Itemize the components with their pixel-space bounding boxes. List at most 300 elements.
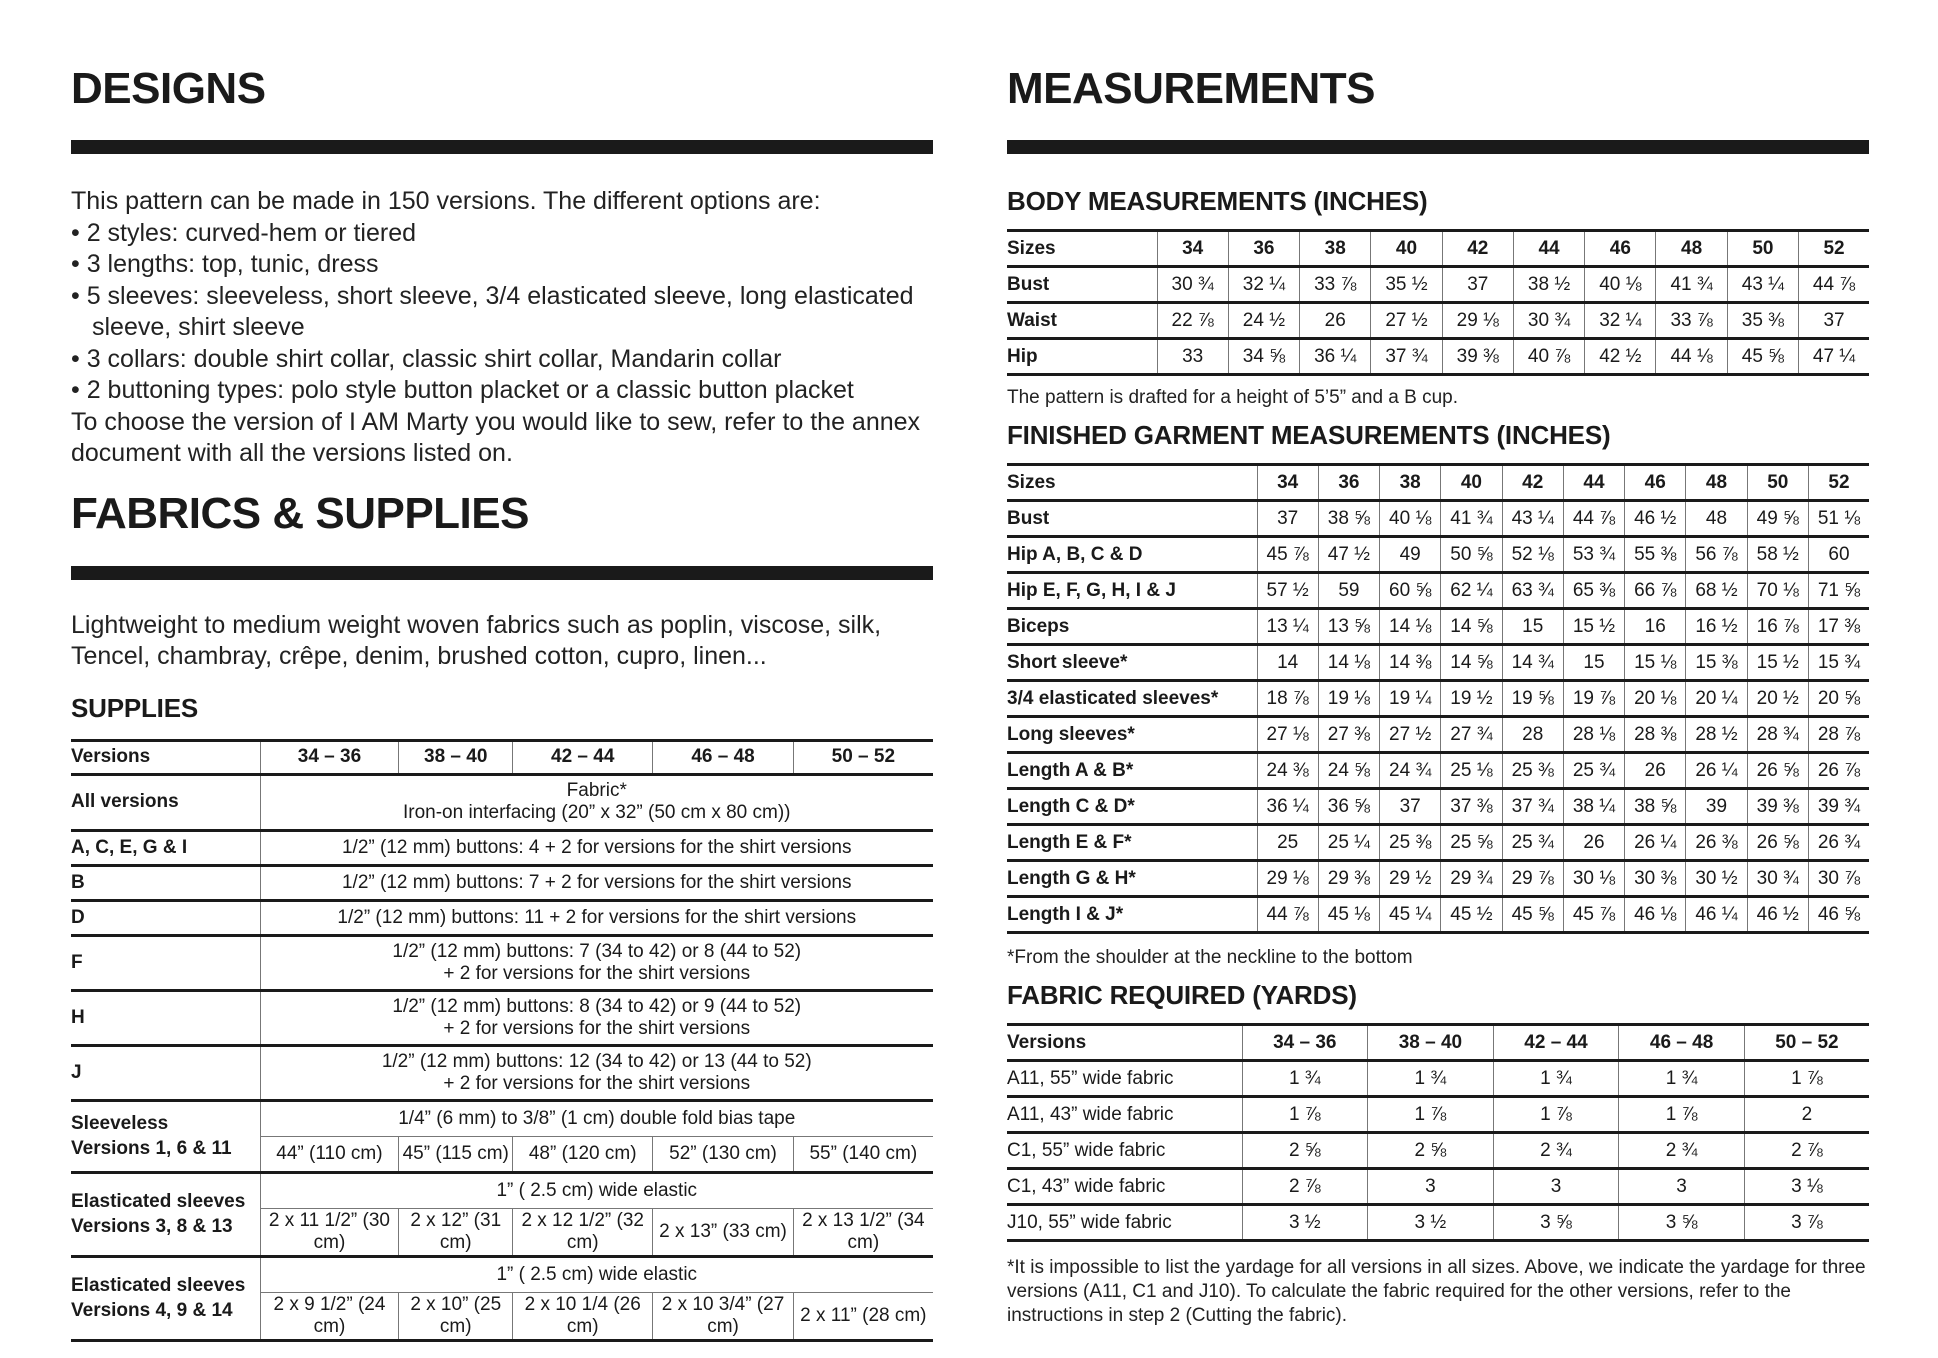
table-cell: 15 ⅜ <box>1686 645 1747 681</box>
table-cell: 39 ⅜ <box>1747 789 1808 825</box>
table-cell: 44 ⅛ <box>1656 339 1727 375</box>
table-cell: 37 ¾ <box>1502 789 1563 825</box>
table-header-cell: 46 – 48 <box>1619 1025 1745 1061</box>
designs-bullet: • 2 styles: curved-hem or tiered <box>71 218 416 247</box>
table-cell: 18 ⅞ <box>1257 681 1318 717</box>
table-cell: 44 ⅞ <box>1563 501 1624 537</box>
table-cell: 13 ⅝ <box>1318 609 1379 645</box>
table-cell: 38 ½ <box>1513 267 1584 303</box>
supplies-span-value: 1/4” (6 mm) to 3/8” (1 cm) double fold bias tape <box>260 1100 933 1136</box>
table-header-cell: 38 <box>1380 465 1441 501</box>
table-cell: 3 <box>1619 1169 1745 1205</box>
table-cell: 25 ⅛ <box>1441 753 1502 789</box>
table-cell: 25 ⅝ <box>1441 825 1502 861</box>
supplies-span-value: 1” ( 2.5 cm) wide elastic <box>260 1256 933 1292</box>
table-row <box>1007 1205 1869 1241</box>
table-cell: 16 ½ <box>1686 609 1747 645</box>
table-cell: 36 ¼ <box>1257 789 1318 825</box>
table-cell: 3 ½ <box>1368 1205 1494 1241</box>
table-cell: 17 ⅜ <box>1808 609 1869 645</box>
supplies-line: + 2 for versions for the shirt versions <box>443 962 751 984</box>
supplies-size-cell: 2 x 11” (28 cm) <box>793 1292 933 1340</box>
supplies-line: Iron-on interfacing (20” x 32” (50 cm x 80 cm)) <box>402 802 791 823</box>
supplies-row <box>71 774 933 830</box>
table-cell: 22 ⅞ <box>1157 303 1228 339</box>
table-cell: 38 ⅝ <box>1625 789 1686 825</box>
supplies-size-cell: 44” (110 cm) <box>260 1136 399 1172</box>
finished-measurements-title: FINISHED GARMENT MEASUREMENTS (INCHES) <box>1007 420 1611 450</box>
designs-intro: This pattern can be made in 150 versions. The different options are: <box>71 187 821 215</box>
supplies-size-cell: 2 x 10” (25 cm) <box>399 1292 513 1340</box>
supplies-size-cell: 2 x 9 1/2” (24 cm) <box>260 1292 399 1340</box>
table-header-cell: Versions <box>1007 1031 1087 1053</box>
table-cell: 45 ⅝ <box>1502 897 1563 933</box>
table-cell: 14 ⅛ <box>1380 609 1441 645</box>
table-cell: 1 ¾ <box>1619 1061 1745 1097</box>
table-cell: 39 ⅜ <box>1442 339 1513 375</box>
table-cell: 39 ¾ <box>1808 789 1869 825</box>
table-cell: 38 ⅝ <box>1318 501 1379 537</box>
table-cell: 15 <box>1563 645 1624 681</box>
table-cell: 2 <box>1744 1097 1869 1133</box>
measurements-divider <box>1007 140 1869 154</box>
supplies-table <box>71 739 933 1342</box>
designs-outro: To choose the version of I AM Marty you would like to sew, refer to the annex document with all the versions listed on. <box>71 407 921 467</box>
supplies-row-label <box>71 1100 260 1172</box>
table-header-cell: 50 <box>1727 231 1798 267</box>
table-cell: 26 ¼ <box>1686 753 1747 789</box>
table-cell: 37 <box>1442 267 1513 303</box>
table-cell: 3 <box>1493 1169 1619 1205</box>
table-cell: 34 ⅝ <box>1228 339 1299 375</box>
table-cell: 51 ⅛ <box>1808 501 1869 537</box>
row-label: Bust <box>1007 507 1050 529</box>
table-cell: 3 <box>1368 1169 1494 1205</box>
supplies-row <box>71 830 933 865</box>
row-label: Length E & F* <box>1007 831 1132 853</box>
supplies-row <box>71 1045 933 1100</box>
table-cell: 56 ⅞ <box>1686 537 1747 573</box>
supplies-size-cell: 55” (140 cm) <box>793 1136 933 1172</box>
left-column <box>71 0 933 1342</box>
table-row <box>1007 1169 1869 1205</box>
row-label: Length I & J* <box>1007 903 1124 925</box>
table-cell: 58 ½ <box>1747 537 1808 573</box>
table-cell: 27 ⅛ <box>1257 717 1318 753</box>
row-label: Biceps <box>1007 615 1070 637</box>
supplies-size-cell: 2 x 12” (31 cm) <box>399 1208 513 1256</box>
table-header-cell: 46 <box>1625 465 1686 501</box>
supplies-row <box>71 935 933 990</box>
table-header-cell: 36 <box>1228 231 1299 267</box>
table-cell: 71 ⅝ <box>1808 573 1869 609</box>
table-cell: 28 ¾ <box>1747 717 1808 753</box>
table-cell: 30 ¾ <box>1157 267 1228 303</box>
table-cell: 28 ⅞ <box>1808 717 1869 753</box>
supplies-label-line: Versions 1, 6 & 11 <box>71 1138 232 1159</box>
row-label: Bust <box>1007 273 1050 295</box>
table-header-cell: 42 – 44 <box>1493 1025 1619 1061</box>
table-cell: 1 ⅞ <box>1242 1097 1368 1133</box>
table-cell: 36 ¼ <box>1300 339 1371 375</box>
table-cell: 30 ¾ <box>1513 303 1584 339</box>
table-cell: 38 ¼ <box>1563 789 1624 825</box>
table-cell: 1 ¾ <box>1493 1061 1619 1097</box>
table-cell: 48 <box>1686 501 1747 537</box>
table-header-cell: 46 <box>1585 231 1656 267</box>
table-header-cell: 34 <box>1157 231 1228 267</box>
supplies-row-value <box>260 1045 933 1100</box>
table-cell: 29 ¾ <box>1441 861 1502 897</box>
supplies-row-value <box>260 774 933 830</box>
row-label: C1, 55” wide fabric <box>1007 1139 1166 1161</box>
finished-measurements-table <box>1007 463 1869 934</box>
table-cell: 68 ½ <box>1686 573 1747 609</box>
fabrics-text: Lightweight to medium weight woven fabrics such as poplin, viscose, silk, Tencel, chambray, crêpe, denim, brushed cotton, cupro, linen... <box>71 610 882 670</box>
table-cell: 60 <box>1808 537 1869 573</box>
supplies-row-label: B <box>71 871 85 893</box>
supplies-line: + 2 for versions for the shirt versions <box>443 1017 751 1039</box>
fabrics-title: FABRICS & SUPPLIES <box>71 488 529 538</box>
table-cell: 40 ⅛ <box>1380 501 1441 537</box>
table-row <box>1007 681 1869 717</box>
row-label: Long sleeves* <box>1007 723 1135 745</box>
table-row <box>1007 267 1869 303</box>
table-cell: 19 ⅝ <box>1502 681 1563 717</box>
supplies-size-cell: 2 x 11 1/2” (30 cm) <box>260 1208 399 1256</box>
table-cell: 3 ⅝ <box>1619 1205 1745 1241</box>
table-cell: 28 ½ <box>1686 717 1747 753</box>
table-cell: 27 ⅜ <box>1318 717 1379 753</box>
table-cell: 66 ⅞ <box>1625 573 1686 609</box>
row-label: Waist <box>1007 309 1057 331</box>
supplies-size-cell: 2 x 12 1/2” (32 cm) <box>513 1208 653 1256</box>
table-cell: 30 ½ <box>1686 861 1747 897</box>
table-cell: 25 ⅜ <box>1380 825 1441 861</box>
supplies-size-cell: 2 x 13 1/2” (34 cm) <box>793 1208 933 1256</box>
supplies-split-row <box>71 1100 933 1136</box>
table-cell: 24 ½ <box>1228 303 1299 339</box>
table-row <box>1007 1097 1869 1133</box>
supplies-line: 1/2” (12 mm) buttons: 12 (34 to 42) or 13 (44 to 52) <box>381 1050 812 1072</box>
table-cell: 47 ½ <box>1318 537 1379 573</box>
table-cell: 39 <box>1686 789 1747 825</box>
table-cell: 29 ⅜ <box>1318 861 1379 897</box>
table-row <box>1007 609 1869 645</box>
table-cell: 46 ¼ <box>1686 897 1747 933</box>
table-cell: 19 ¼ <box>1380 681 1441 717</box>
table-cell: 20 ¼ <box>1686 681 1747 717</box>
supplies-label-line: Elasticated sleeves <box>71 1275 246 1296</box>
supplies-size-cell: 2 x 10 3/4” (27 cm) <box>653 1292 793 1340</box>
table-cell: 14 ⅛ <box>1318 645 1379 681</box>
finished-measurements-note: *From the shoulder at the neckline to the bottom <box>1007 947 1413 968</box>
table-cell: 2 ⅝ <box>1368 1133 1494 1169</box>
supplies-header-cell: 50 – 52 <box>793 740 933 774</box>
table-cell: 35 ½ <box>1371 267 1442 303</box>
supplies-split-row <box>71 1172 933 1208</box>
supplies-header-row <box>71 740 933 774</box>
table-cell: 43 ¼ <box>1727 267 1798 303</box>
table-cell: 26 ¾ <box>1808 825 1869 861</box>
table-cell: 20 ½ <box>1747 681 1808 717</box>
row-label: Hip E, F, G, H, I & J <box>1007 579 1176 601</box>
table-header-cell: Sizes <box>1007 471 1056 493</box>
supplies-label-line: Sleeveless <box>71 1113 169 1134</box>
table-cell: 26 <box>1300 303 1371 339</box>
table-cell: 14 ¾ <box>1502 645 1563 681</box>
table-cell: 49 <box>1380 537 1441 573</box>
supplies-span-value: 1” ( 2.5 cm) wide elastic <box>260 1172 933 1208</box>
table-cell: 35 ⅜ <box>1727 303 1798 339</box>
table-cell: 25 ¾ <box>1563 753 1624 789</box>
row-label: Hip <box>1007 345 1038 367</box>
table-header-cell: 44 <box>1563 465 1624 501</box>
supplies-label-line: Versions 4, 9 & 14 <box>71 1300 233 1321</box>
supplies-split-row <box>71 1256 933 1292</box>
supplies-size-cell: 45” (115 cm) <box>399 1136 513 1172</box>
table-cell: 29 ⅞ <box>1502 861 1563 897</box>
table-row <box>1007 861 1869 897</box>
table-cell: 30 ⅜ <box>1625 861 1686 897</box>
table-cell: 19 ½ <box>1441 681 1502 717</box>
table-cell: 19 ⅛ <box>1318 681 1379 717</box>
table-cell: 3 ⅝ <box>1493 1205 1619 1241</box>
table-cell: 26 <box>1563 825 1624 861</box>
table-cell: 1 ⅞ <box>1744 1061 1869 1097</box>
table-cell: 57 ½ <box>1257 573 1318 609</box>
designs-bullet: • 2 buttoning types: polo style button placket or a classic button placket <box>71 376 854 404</box>
table-header-cell: 48 <box>1686 465 1747 501</box>
supplies-size-cell: 2 x 13” (33 cm) <box>653 1208 793 1256</box>
supplies-row-label: J <box>71 1061 82 1083</box>
fabrics-divider <box>71 566 933 580</box>
table-cell: 37 <box>1257 501 1318 537</box>
table-cell: 16 <box>1625 609 1686 645</box>
table-cell: 46 ½ <box>1747 897 1808 933</box>
supplies-label-line: Elasticated sleeves <box>71 1191 246 1212</box>
table-cell: 45 ⅞ <box>1563 897 1624 933</box>
table-cell: 20 ⅝ <box>1808 681 1869 717</box>
table-cell: 2 ¾ <box>1493 1133 1619 1169</box>
supplies-row-label: All versions <box>71 791 179 812</box>
table-header-cell: 42 <box>1442 231 1513 267</box>
supplies-row-label: H <box>71 1006 85 1028</box>
table-cell: 41 ¾ <box>1656 267 1727 303</box>
table-header-cell: 38 <box>1300 231 1371 267</box>
row-label: 3/4 elasticated sleeves* <box>1007 687 1219 709</box>
table-row <box>1007 717 1869 753</box>
table-row <box>1007 537 1869 573</box>
table-row <box>1007 573 1869 609</box>
table-cell: 55 ⅜ <box>1625 537 1686 573</box>
table-row <box>1007 645 1869 681</box>
table-cell: 40 ⅞ <box>1513 339 1584 375</box>
table-cell: 26 ⅝ <box>1747 825 1808 861</box>
table-cell: 14 ⅝ <box>1441 609 1502 645</box>
table-cell: 15 ⅛ <box>1625 645 1686 681</box>
supplies-header-cell: Versions <box>71 746 151 767</box>
table-header-cell: 48 <box>1656 231 1727 267</box>
supplies-row-value <box>260 935 933 990</box>
supplies-header-cell: 34 – 36 <box>260 740 399 774</box>
table-cell: 30 ⅛ <box>1563 861 1624 897</box>
designs-title: DESIGNS <box>71 64 266 113</box>
table-cell: 3 ⅛ <box>1744 1169 1869 1205</box>
table-cell: 15 <box>1502 609 1563 645</box>
supplies-row <box>71 990 933 1045</box>
supplies-size-cell: 52” (130 cm) <box>653 1136 793 1172</box>
table-cell: 24 ¾ <box>1380 753 1441 789</box>
table-header-cell: 42 <box>1502 465 1563 501</box>
table-cell: 43 ¼ <box>1502 501 1563 537</box>
table-cell: 2 ¾ <box>1619 1133 1745 1169</box>
table-cell: 59 <box>1318 573 1379 609</box>
table-cell: 30 ⅞ <box>1808 861 1869 897</box>
supplies-row-label <box>71 1172 260 1256</box>
table-header-cell: 36 <box>1318 465 1379 501</box>
table-header-row <box>1007 1025 1869 1061</box>
table-header-cell: 34 – 36 <box>1242 1025 1368 1061</box>
fabric-required-table <box>1007 1023 1869 1242</box>
body-measurements-table <box>1007 229 1869 376</box>
table-header-row <box>1007 231 1869 267</box>
table-cell: 2 ⅞ <box>1744 1133 1869 1169</box>
row-label: Short sleeve* <box>1007 651 1128 673</box>
table-cell: 14 ⅜ <box>1380 645 1441 681</box>
designs-bullet: • 5 sleeves: sleeveless, short sleeve, 3/4 elasticated sleeve, long elasticated sleeve, shirt sleeve <box>71 281 914 341</box>
body-measurements-title: BODY MEASUREMENTS (INCHES) <box>1007 186 1428 216</box>
supplies-header-cell: 42 – 44 <box>513 740 653 774</box>
table-cell: 1 ⅞ <box>1368 1097 1494 1133</box>
right-column <box>1007 0 1869 1328</box>
table-cell: 15 ½ <box>1747 645 1808 681</box>
table-cell: 25 <box>1257 825 1318 861</box>
table-row <box>1007 501 1869 537</box>
supplies-line: + 2 for versions for the shirt versions <box>443 1072 751 1094</box>
table-cell: 41 ¾ <box>1441 501 1502 537</box>
row-label: A11, 55” wide fabric <box>1007 1067 1174 1089</box>
table-cell: 37 <box>1799 303 1869 339</box>
table-cell: 33 <box>1157 339 1228 375</box>
table-cell: 26 ⅜ <box>1686 825 1747 861</box>
table-cell: 33 ⅞ <box>1300 267 1371 303</box>
table-cell: 63 ¾ <box>1502 573 1563 609</box>
table-header-cell: 44 <box>1513 231 1584 267</box>
table-cell: 45 ½ <box>1441 897 1502 933</box>
row-label: Length C & D* <box>1007 795 1135 817</box>
designs-divider <box>71 140 933 154</box>
table-cell: 28 ⅛ <box>1563 717 1624 753</box>
table-header-cell: 52 <box>1799 231 1869 267</box>
table-cell: 36 ⅝ <box>1318 789 1379 825</box>
table-cell: 29 ⅛ <box>1442 303 1513 339</box>
row-label: Hip A, B, C & D <box>1007 543 1143 565</box>
table-header-cell: 50 <box>1747 465 1808 501</box>
table-cell: 49 ⅝ <box>1747 501 1808 537</box>
table-row <box>1007 753 1869 789</box>
table-header-cell: Sizes <box>1007 237 1056 259</box>
table-cell: 26 ⅝ <box>1747 753 1808 789</box>
table-cell: 25 ¾ <box>1502 825 1563 861</box>
table-cell: 30 ¾ <box>1747 861 1808 897</box>
table-cell: 1 ¾ <box>1368 1061 1494 1097</box>
row-label: Length A & B* <box>1007 759 1134 781</box>
fabric-required-note: *It is impossible to list the yardage for all versions in all sizes. Above, we indicate the yardage for three versions (A11, C1 and J10). To calculate the fabric required for the other versions, refer to the instructions in step 2 (Cutting the fabric). <box>1007 1257 1866 1326</box>
supplies-row <box>71 865 933 900</box>
table-cell: 2 ⅝ <box>1242 1133 1368 1169</box>
row-label: A11, 43” wide fabric <box>1007 1103 1174 1125</box>
row-label: C1, 43” wide fabric <box>1007 1175 1166 1197</box>
table-cell: 16 ⅞ <box>1747 609 1808 645</box>
table-cell: 26 ⅞ <box>1808 753 1869 789</box>
table-row <box>1007 339 1869 375</box>
table-cell: 50 ⅝ <box>1441 537 1502 573</box>
table-header-cell: 52 <box>1808 465 1869 501</box>
designs-bullet: • 3 lengths: top, tunic, dress <box>71 250 379 278</box>
table-cell: 45 ⅝ <box>1727 339 1798 375</box>
table-cell: 62 ¼ <box>1441 573 1502 609</box>
table-cell: 44 ⅞ <box>1257 897 1318 933</box>
table-cell: 28 ⅜ <box>1625 717 1686 753</box>
supplies-row-label: A, C, E, G & I <box>71 836 188 858</box>
table-cell: 29 ⅛ <box>1257 861 1318 897</box>
table-cell: 45 ⅛ <box>1318 897 1379 933</box>
table-row <box>1007 897 1869 933</box>
table-cell: 37 <box>1380 789 1441 825</box>
table-cell: 27 ½ <box>1380 717 1441 753</box>
table-cell: 32 ¼ <box>1585 303 1656 339</box>
supplies-row-label: D <box>71 906 85 928</box>
supplies-size-cell: 2 x 10 1/4 (26 cm) <box>513 1292 653 1340</box>
supplies-row-label <box>71 1256 260 1340</box>
supplies-label-line: Versions 3, 8 & 13 <box>71 1216 233 1237</box>
table-header-row <box>1007 465 1869 501</box>
table-cell: 45 ⅞ <box>1257 537 1318 573</box>
designs-bullet: • 3 collars: double shirt collar, classic shirt collar, Mandarin collar <box>71 344 782 373</box>
table-cell: 27 ½ <box>1371 303 1442 339</box>
table-header-cell: 40 <box>1441 465 1502 501</box>
table-cell: 52 ⅛ <box>1502 537 1563 573</box>
supplies-size-cell: 48” (120 cm) <box>513 1136 653 1172</box>
supplies-title: SUPPLIES <box>71 692 198 723</box>
table-row <box>1007 789 1869 825</box>
table-cell: 53 ¾ <box>1563 537 1624 573</box>
table-cell: 13 ¼ <box>1257 609 1318 645</box>
table-cell: 44 ⅞ <box>1799 267 1869 303</box>
table-cell: 19 ⅞ <box>1563 681 1624 717</box>
supplies-line: Fabric* <box>566 780 627 801</box>
supplies-header-cell: 38 – 40 <box>399 740 513 774</box>
table-row <box>1007 1133 1869 1169</box>
table-cell: 1 ⅞ <box>1619 1097 1745 1133</box>
table-cell: 15 ½ <box>1563 609 1624 645</box>
supplies-line: 1/2” (12 mm) buttons: 8 (34 to 42) or 9 (44 to 52) <box>392 995 802 1017</box>
table-cell: 24 ⅝ <box>1318 753 1379 789</box>
table-row <box>1007 1061 1869 1097</box>
supplies-row-label: F <box>71 951 83 973</box>
row-label: Length G & H* <box>1007 867 1136 889</box>
table-header-cell: 38 – 40 <box>1368 1025 1494 1061</box>
table-cell: 3 ⅞ <box>1744 1205 1869 1241</box>
table-cell: 3 ½ <box>1242 1205 1368 1241</box>
table-cell: 46 ⅝ <box>1808 897 1869 933</box>
table-cell: 24 ⅜ <box>1257 753 1318 789</box>
table-cell: 26 <box>1625 753 1686 789</box>
table-cell: 27 ¾ <box>1441 717 1502 753</box>
supplies-row <box>71 900 933 935</box>
table-cell: 46 ½ <box>1625 501 1686 537</box>
